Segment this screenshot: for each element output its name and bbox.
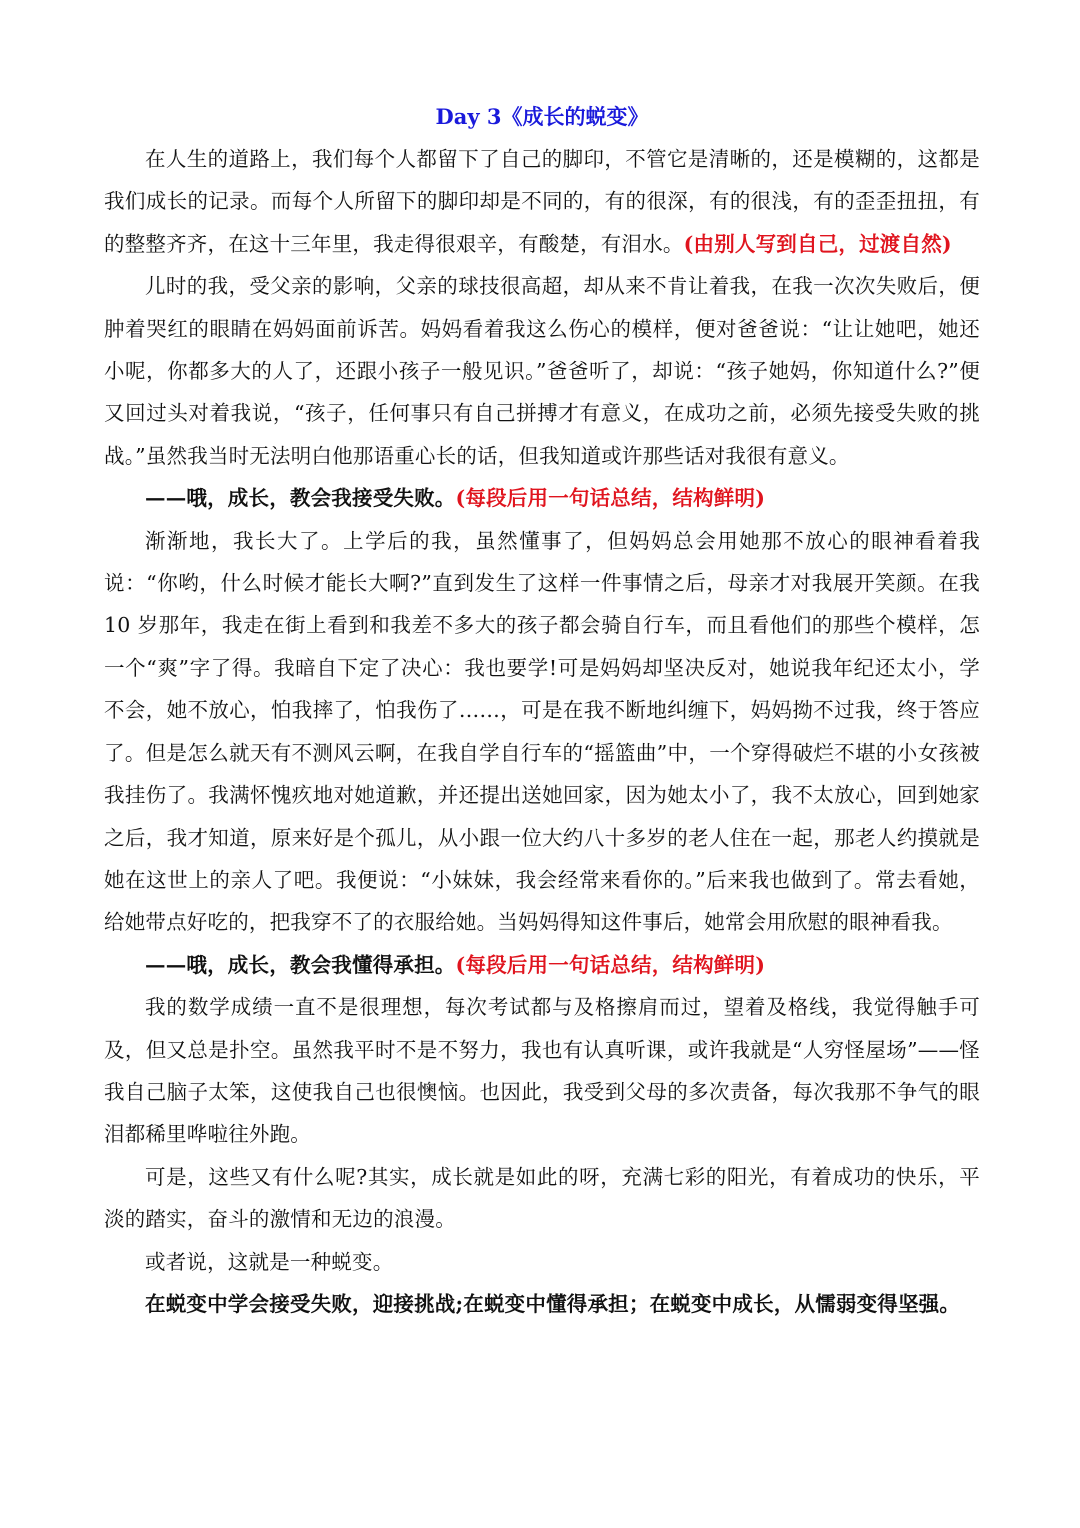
- paragraph-math: 我的数学成绩一直不是很理想，每次考试都与及格擦肩而过，望着及格线，我觉得触手可及，但又总是扑空。虽然我平时不是不努力，我也有认真听课，或许我就是“人穷怪屋场”——怪我自己脑子太笨，这使我自己也很懊恼。也因此，我受到父母的多次责备，每次我那不争气的眼泪都稀里哗啦往外跑。: [104, 995, 980, 1147]
- paragraph-bicycle: 渐渐地，我长大了。上学后的我，虽然懂事了，但妈妈总会用她那不放心的眼神看着我说：“你哟，什么时候才能长大啊?”直到发生了这样一件事情之后，母亲才对我展开笑颜。在我 10 岁那年，我走在街上看到和我差不多大的孩子都会骑自行车，而且看他们的那些个模样，怎一个“爽”字了得。我暗自下定了决心：我也要学!可是妈妈却坚决反对，她说我年纪还太小，学不会，她不放心，怕我摔了，怕我伤了……，可是在我不断地纠缠下，妈妈拗不过我，终于答应了。但是怎么就天有不测风云啊，在我自学自行车的“摇篮曲”中，一个穿得破烂不堪的小女孩被我挂伤了。我满怀愧疚地对她道歉，并还提出送她回家，因为她太小了，我不太放心，回到她家之后，我才知道，原来好是个孤儿，从小跟一位大约八十多岁的老人住在一起，那老人约摸就是她在这世上的亲人了吧。我便说：“小妹妹，我会经常来看你的。”后来我也做到了。常去看她，给她带点好吃的，把我穿不了的衣服给她。当妈妈得知这件事后，她常会用欣慰的眼神看我。: [104, 528, 980, 935]
- summary-text-responsibility: ——哦，成长，教会我懂得承担。: [145, 952, 456, 977]
- annotation-structure-1: (每段后用一句话总结，结构鲜明): [455, 486, 766, 511]
- paragraph-growth: 可是，这些又有什么呢?其实，成长就是如此的呀，充满七彩的阳光，有着成功的快乐，平淡的踏实，奋斗的激情和无边的浪漫。: [104, 1164, 980, 1232]
- annotation-structure-2: (每段后用一句话总结，结构鲜明): [455, 952, 766, 977]
- document-title: Day 3《成长的蜕变》: [435, 104, 649, 129]
- summary-line-responsibility: [104, 944, 980, 986]
- summary-line-failure: [104, 477, 980, 519]
- paragraph-childhood: 儿时的我，受父亲的影响，父亲的球技很高超，却从来不肯让着我，在我一次次失败后，便肿着哭红的眼睛在妈妈面前诉苦。妈妈看着我这么伤心的模样，便对爸爸说：“让让她吧，她还小呢，你都多大的人了，还跟小孩子一般见识。”爸爸听了，却说：“孩子她妈，你知道什么?”便又回过头对着我说，“孩子，任何事只有自己拼搏才有意义，在成功之前，必须先接受失败的挑战。”虽然我当时无法明白他那语重心长的话，但我知道或许那些话对我很有意义。: [104, 274, 980, 468]
- paragraph-conclusion: 在蜕变中学会接受失败，迎接挑战;在蜕变中懂得承担；在蜕变中成长，从懦弱变得坚强。: [145, 1291, 961, 1316]
- summary-text-failure: ——哦，成长，教会我接受失败。: [145, 486, 456, 511]
- document-page: [104, 96, 980, 1325]
- paragraph-intro: [104, 138, 980, 265]
- annotation-transition: (由别人写到自己，过渡自然): [683, 231, 952, 256]
- paragraph-intro-text: 在人生的道路上，我们每个人都留下了自己的脚印，不管它是清晰的，还是模糊的，这都是我们成长的记录。而每个人所留下的脚印却是不同的，有的很深，有的很浅，有的歪歪扭扭，有的整整齐齐，在这十三年里，我走得很艰辛，有酸楚，有泪水。: [104, 147, 980, 256]
- paragraph-transformation: 或者说，这就是一种蜕变。: [145, 1249, 394, 1274]
